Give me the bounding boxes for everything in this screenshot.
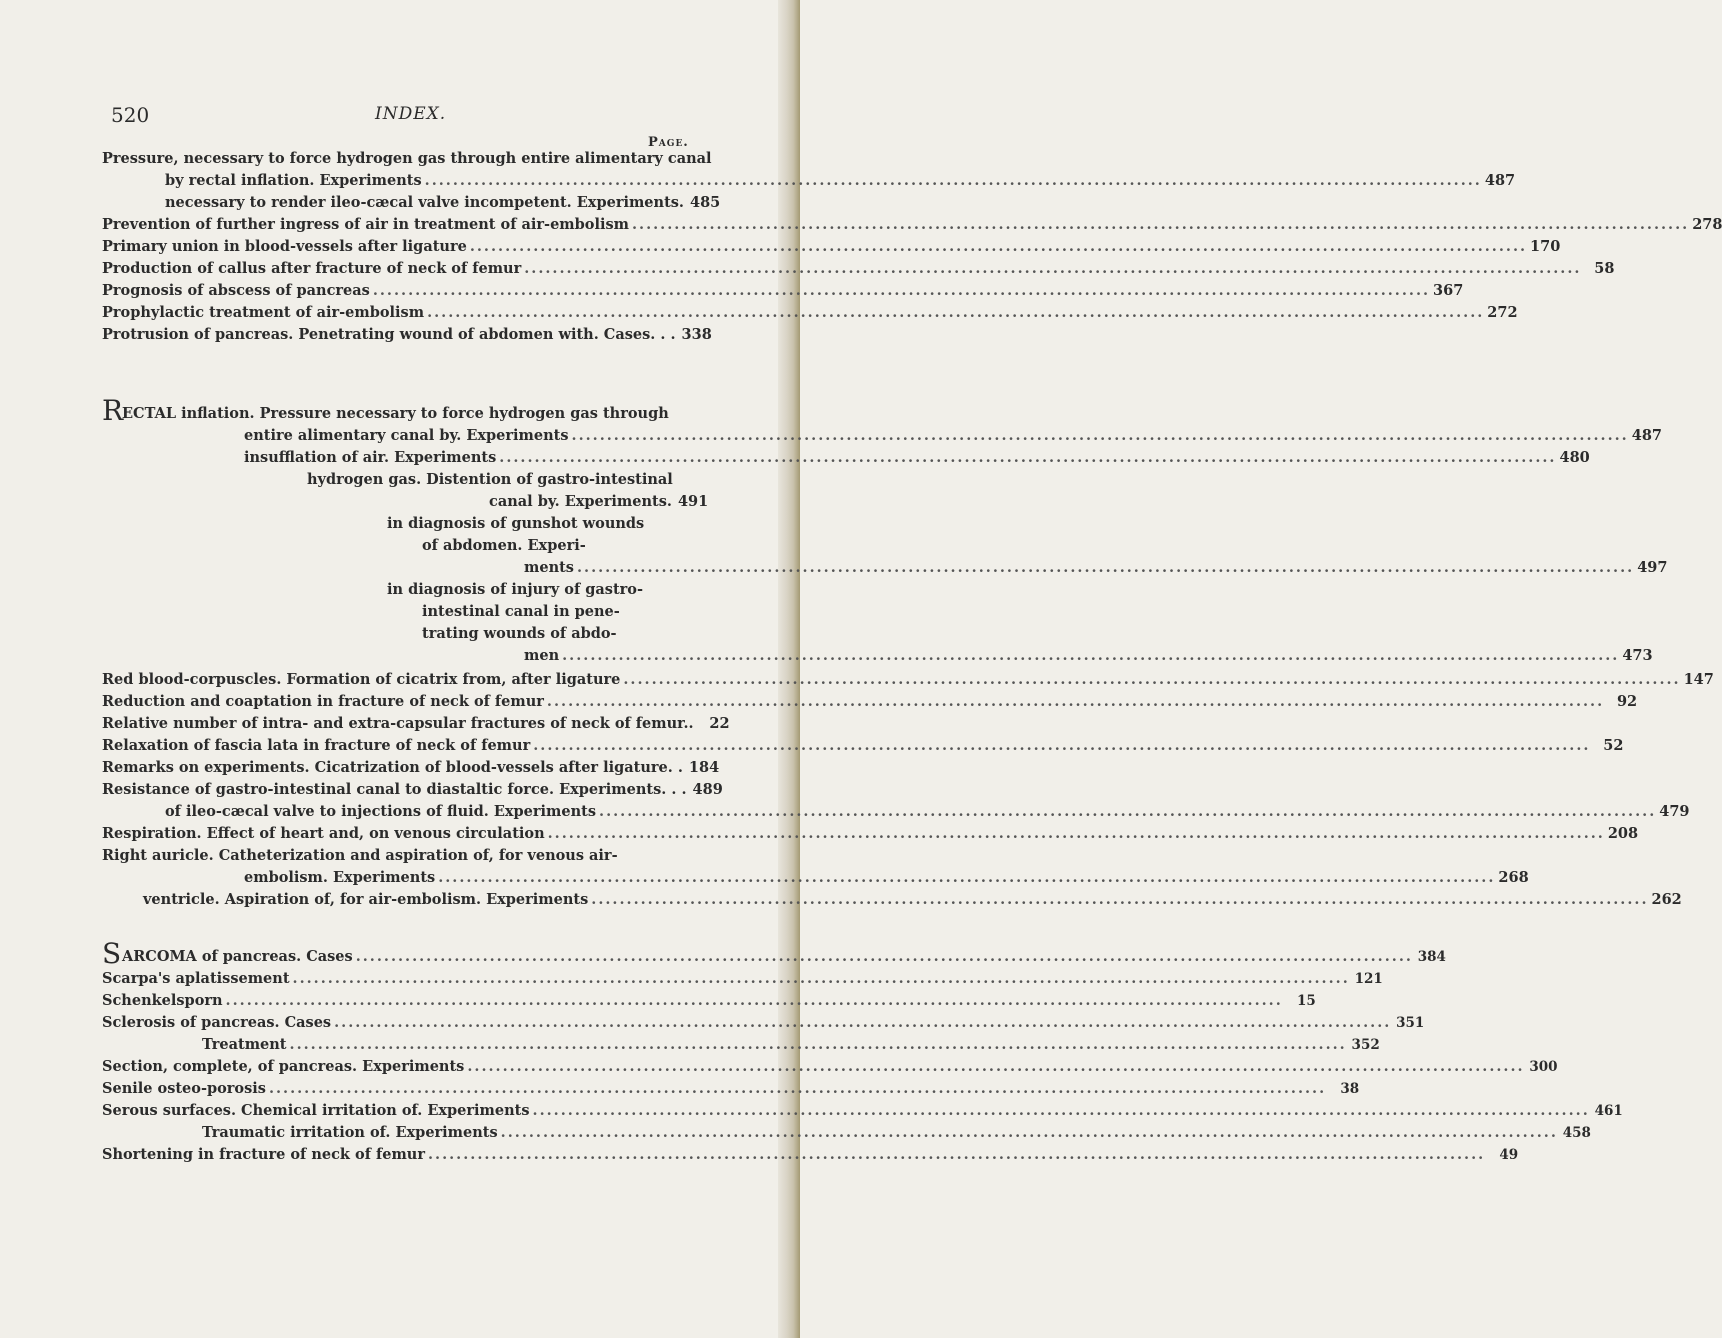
index-entry: Red blood-corpuscles. Formation of cicatrix from, after ligature ..... 147 [102, 671, 682, 693]
index-entry: Production of callus after fracture of neck of femur ..... 58 [102, 260, 682, 282]
drop-cap-s: S [102, 937, 122, 970]
index-entry: canal by. Experiments. 491 [489, 493, 709, 510]
index-entry: embolism. Experiments ..... 268 [102, 869, 682, 891]
page-column-label: Page. [648, 135, 689, 150]
index-entry: Treatment ..... 352 [102, 1036, 662, 1058]
index-entry: Pressure, necessary to force hydrogen gas through entire alimentary canal [102, 150, 712, 167]
index-entry: Shortening in fracture of neck of femur ..... 49 [102, 1146, 662, 1168]
index-entry: in diagnosis of gunshot wounds [387, 515, 645, 532]
index-entry: of ileo-cæcal valve to injections of fluid. Experiments ..... 479 [102, 803, 682, 825]
index-entry: of abdomen. Experi- [422, 537, 586, 554]
index-entry: Prophylactic treatment of air-embolism ..... 272 [102, 304, 682, 326]
index-entry: Serous surfaces. Chemical irritation of. Experiments ..... 461 [102, 1102, 662, 1124]
index-entry: ARCOMA of pancreas. Cases ..... 384 [102, 948, 662, 970]
index-entry: ECTAL inflation. Pressure necessary to force hydrogen gas through [122, 405, 669, 422]
index-entry: Section, complete, of pancreas. Experiments ..... 300 [102, 1058, 662, 1080]
index-entry: Traumatic irritation of. Experiments ..... 458 [102, 1124, 662, 1146]
index-entry: ventricle. Aspiration of, for air-embolism. Experiments ..... 262 [102, 891, 682, 913]
index-entry: Resistance of gastro-intestinal canal to diastaltic force. Experiments. . . 489 [102, 781, 723, 798]
index-entry: Scarpa's aplatissement ..... 121 [102, 970, 662, 992]
index-entry: Primary union in blood-vessels after ligature ..... 170 [102, 238, 682, 260]
index-entry: Prognosis of abscess of pancreas ..... 367 [102, 282, 682, 304]
index-entry: Senile osteo-porosis ..... 38 [102, 1080, 662, 1102]
index-entry: Remarks on experiments. Cicatrization of blood-vessels after ligature. . 184 [102, 759, 720, 776]
index-entry: Relative number of intra- and extra-capsular fractures of neck of femur.. 22 [102, 715, 730, 732]
page-number: 520 [111, 103, 150, 127]
index-entry: Respiration. Effect of heart and, on venous circulation ..... 208 [102, 825, 682, 847]
index-entry: trating wounds of abdo- [422, 625, 617, 642]
index-entry: men ..... 473 [102, 647, 682, 669]
drop-cap-r: R [102, 394, 124, 427]
index-entry: Prevention of further ingress of air in treatment of air-embolism ..... 278 [102, 216, 682, 238]
index-entry: in diagnosis of injury of gastro- [387, 581, 643, 598]
index-entry: Protrusion of pancreas. Penetrating wound of abdomen with. Cases. . . 338 [102, 326, 712, 343]
running-head: INDEX. [375, 104, 447, 124]
index-entry: insufflation of air. Experiments ..... 480 [102, 449, 682, 471]
index-entry: intestinal canal in pene- [422, 603, 620, 620]
index-entry: Relaxation of fascia lata in fracture of neck of femur ..... 52 [102, 737, 682, 759]
index-entry: Reduction and coaptation in fracture of neck of femur ..... 92 [102, 693, 682, 715]
index-entry: entire alimentary canal by. Experiments ..... 487 [102, 427, 682, 449]
index-entry: by rectal inflation. Experiments ..... 487 [102, 172, 682, 194]
index-entry: Schenkelsporn ..... 15 [102, 992, 662, 1014]
index-entry: ments ..... 497 [102, 559, 682, 581]
index-entry: necessary to render ileo-cæcal valve incompetent. Experiments. 485 [165, 194, 721, 211]
index-entry: Sclerosis of pancreas. Cases ..... 351 [102, 1014, 662, 1036]
index-entry: Right auricle. Catheterization and aspiration of, for venous air- [102, 847, 618, 864]
index-entry: hydrogen gas. Distention of gastro-intestinal [307, 471, 673, 488]
